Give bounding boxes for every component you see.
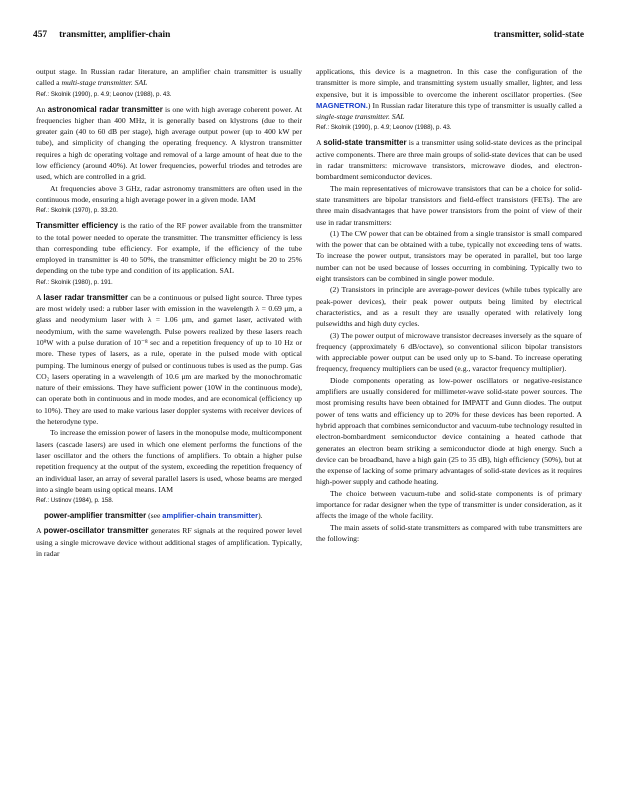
paragraph: (3) The power output of microwave transistor decreases inversely as the square of frequency (approximately 6 dB/octave), so conventional silicon bipolar transistors with appreciable power output can be used only up to S-band. To increase operating frequency, frequency multipliers can be used (e.g., varactor frequency multiplier). [316, 330, 582, 374]
text: output stage. In Russian radar literature, an amplifier chain transmitter is usually called a [36, 67, 302, 88]
paragraph: The choice between vacuum-tube and solid-state components is of primary importance for radar designer when the type of transmitter is under consideration, as it affects the image of the whole facility. [316, 488, 582, 521]
entry-power-amplifier-transmitter [36, 510, 302, 521]
text: ). [258, 511, 263, 521]
paragraph: The main representatives of microwave transistors that can be a choice for solid-state transmitters are bipolar transistors and field-effect transistors (FETs). The are three main disadvantages that have power transistors from the point of view of their use in radar transmitters: [316, 183, 582, 227]
author-initials: . SAL [387, 112, 405, 122]
text: An [36, 104, 48, 114]
text: A [36, 526, 44, 536]
paragraph: To increase the emission power of lasers in the monopulse mode, multicomponent lasers (cascade lasers) are used in which one element performs the functions of the laser oscillator and the others the functions of amplifiers. To obtain a higher pulse repetition frequency at the output of the system, exceeding the repetition frequency of an individual laser, an array of several parallel lasers is used, whose beams are merged into a single beam using optical means. IAM [36, 428, 302, 494]
author-initials: . SAL [130, 78, 148, 88]
paragraph [316, 66, 582, 122]
reference: Ref.: Ustinov (1984), p. 158. [36, 497, 114, 505]
entry-laser-radar-transmitter [36, 292, 302, 428]
paragraph: (2) Transistors in principle are average-power devices (while tubes typically are peak-power devices), their peak power outputs being limited by electrical characteristics, and as a result they are usually operated with relatively long pulsewidths and high duty cycles. [316, 285, 582, 329]
text: A [36, 292, 44, 302]
paragraph [36, 66, 302, 89]
entry-term: solid-state transmitter [323, 138, 407, 148]
italic-term: single-stage transmitter [316, 112, 388, 122]
reference: Ref.: Skolnik (1990), p. 4.9; Leonov (1988), p. 43. [316, 124, 452, 132]
entry-term: power-amplifier transmitter [44, 511, 147, 521]
entry-astronomical-radar-transmitter [36, 104, 302, 183]
reference: Ref.: Skolnik (1980), p. 191. [36, 278, 113, 286]
entry-solid-state-transmitter [316, 137, 582, 182]
entry-text: is the ratio of the RF power available from the transmitter to the total power needed to operate the transmitter. The transmitter efficiency is less than corresponding tube efficiency. For example, if the efficiency of the tube employed in transmitter is 40 to 50%, the transmitter efficiency might be 20 to 25% depending on the tube type and condition of its application. SAL [36, 221, 302, 276]
entry-text: is one with high average coherent power. At frequencies higher than 400 MHz, it is generally based on klystrons (due to their greater gain (40 to 60 dB per stage), high average output power (up to 400 kW per tube), and simplicity of changing the operating frequency. A klystron transmitter requires a high dc operating voltage and removal of a large amount of heat due to the low efficiency (around 40%). At lower frequencies, powerful triodes and tetrodes are used, which are controlled in a grid. [36, 104, 303, 182]
reference: Ref.: Skolnik (1970), p. 33.20. [36, 207, 118, 215]
entry-term: Transmitter efficiency [36, 221, 119, 231]
entry-term: power-oscillator transmitter [43, 526, 149, 536]
entry-power-oscillator-transmitter [36, 525, 302, 559]
text: (see [146, 511, 163, 521]
header-left [33, 30, 170, 40]
right-column [316, 66, 582, 544]
text: ) In Russian radar literature this type of transmitter is usually called a [367, 100, 582, 110]
page-header [33, 30, 584, 40]
left-column [36, 66, 302, 559]
entry-transmitter-efficiency [36, 220, 302, 276]
paragraph: (1) The CW power that can be obtained from a single transistor is small compared with the power that can be obtained with a tube, typically not exceeding tens of watts. To increase the power output, transistors may be operated in parallel, but too large number can not be used because of losses occurring in combining. Typically two to eight transistors can be combined in single power module. [316, 228, 582, 284]
entry-text: is a transmitter using solid-state devices as the principal active components. There are three main groups of solid-state devices that can be used in radar transmitters: microwave transistors, microwave diodes, and electron-bombardment semiconductor devices. [316, 138, 582, 182]
page-number: 457 [33, 30, 48, 40]
entry-term: astronomical radar transmitter [47, 104, 163, 114]
paragraph: The main assets of solid-state transmitters as compared with tube transmitters are the following: [316, 522, 582, 543]
paragraph: At frequencies above 3 GHz, radar astronomy transmitters are often used in the continuous mode, ensuring a high average power in a given mode. IAM [36, 183, 302, 204]
cross-reference-link[interactable]: amplifier-chain transmitter [162, 511, 259, 521]
entry-text: can be a continuous or pulsed light source. Three types are most widely used: a rubber laser with emission in the wavelength λ = 0.69 μm, a glass and neodymium laser with λ = 1.06 μm, and garnet laser, activated with neodymium, with the same wavelength. Pulse powers realized by these lasers reach 10⁹W with a pulse duration of 10⁻⁸ sec and a repetition frequency of up to 10 Hz or more. These types of lasers, as a rule, operate in the pulsed mode with optical pumping. The luminous energy of pulsed or continuous tubes is used as the pump. Gas CO₂ lasers operating in a wavelength of 10.6 μm are marked by the monochromatic nature of their emissions. They have sufficient power (10W in the continuous mode), can operate both in continuous and in mode modes, and are economical (efficiency up to 10%). They are used to make various laser doppler systems with receiver devices of the heterodyne type. [36, 292, 302, 427]
text: applications, this device is a magnetron. In this case the configuration of the transmitter is more simple, and transmitting system usually smaller, lighter, and less expensive, but it is impossible to overcome the inherent oscillator properties. (See [316, 67, 582, 99]
entry-term: laser radar transmitter [43, 292, 129, 302]
entry-text: generates RF signals at the required power level using a single microwave device without additional stages of amplification. Typically, in radar [36, 526, 302, 558]
running-head-right: transmitter, solid-state [493, 30, 584, 40]
italic-term: multi-stage transmitter [61, 78, 131, 88]
text: A [316, 138, 324, 148]
paragraph: Diode components operating as low-power oscillators or negative-resistance amplifiers are usually considered for millimeter-wave solid-state power sources. The most promising results have been obtained for IMPATT and Gunn diodes. The output power of tens watts and efficiency up to 20% for these devices has been reported. A hybrid approach that combines semiconductor and vacuum-tube technology resulted in electron-bombardment semiconductor device containing a heated cathode that generates an electron beam striking a semiconductor diode at high energy. Such a device can be broadband, have a high gain (25 to 35 dB), high efficiency (50%), but at the expense of lacking of some primary advantages of solid-state devices as it requires high-power supply and cathode heating. [316, 375, 582, 487]
cross-reference-link[interactable]: MAGNETRON. [316, 100, 368, 110]
running-head-left: transmitter, amplifier-chain [59, 30, 171, 40]
reference: Ref.: Skolnik (1990), p. 4.9; Leonov (1988), p. 43. [36, 90, 172, 98]
